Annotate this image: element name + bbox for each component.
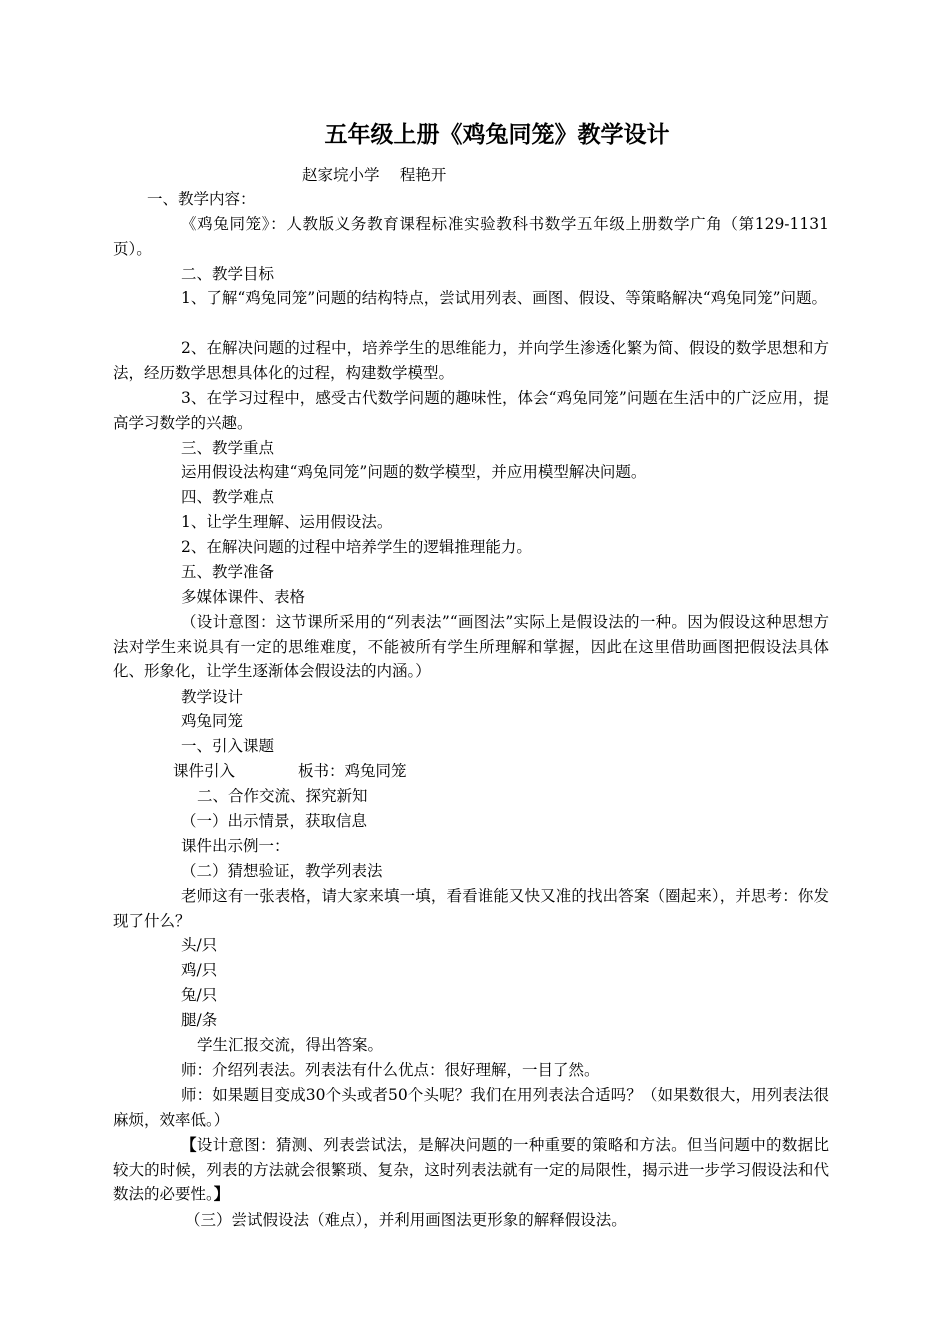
step-1-heading: 一、引入课题 <box>181 737 275 755</box>
section-heading-goals: 二、教学目标 <box>181 265 275 283</box>
section-heading-difficulty: 四、教学难点 <box>181 488 275 506</box>
author-line: 赵家垸小学 程艳开 <box>302 166 447 184</box>
paragraph-goal-3 <box>113 386 829 435</box>
step-2-heading: 二、合作交流、探究新知 <box>197 787 368 805</box>
intent-text: 设计意图：猜测、列表尝试法，是解决问题的一种重要的策略和方法。但当问题中的数据比较大的时候，列表的方法就会很繁琐、复杂，这时列表法就有一定的局限性，揭示进一步学习假设法和代数法的必要性。 <box>113 1136 829 1204</box>
example-text: 课件出示例一： <box>181 837 290 855</box>
section-heading-key-point: 三、教学重点 <box>181 439 275 457</box>
teacher-intro-table: 师：介绍列表法。列表法有什么优点：很好理解，一目了然。 <box>181 1061 600 1079</box>
section-heading-content: 一、教学内容： <box>147 190 256 208</box>
paragraph-goal-2 <box>113 336 829 385</box>
section-heading-preparation: 五、教学准备 <box>181 563 275 581</box>
table-row-label-legs: 腿/条 <box>181 1011 218 1029</box>
document-title: 五年级上册《鸡兔同笼》教学设计 <box>324 121 670 148</box>
paragraph-teacher-question <box>113 1083 829 1132</box>
paragraph-text: 1、了解“鸡兔同笼”问题的结构特点，尝试用列表、画图、假设、等策略解决“鸡兔同笼”问题。 <box>181 289 828 307</box>
topic-heading: 鸡兔同笼 <box>181 712 244 730</box>
substep-3: （三）尝试假设法（难点），并利用画图法更形象的解释假设法。 <box>185 1211 627 1229</box>
bracket-open: 【 <box>181 1135 197 1154</box>
paragraph-text <box>113 1133 829 1207</box>
courseware-intro: 课件引入 <box>173 762 236 780</box>
board-writing: 板书：鸡兔同笼 <box>298 762 407 780</box>
paragraph-text: （设计意图：这节课所采用的“列表法”“画图法”实际上是假设法的一种。因为假设这种思想方法对学生来说具有一定的思维难度，不能被所有学生所理解和掌握，因此在这里借助画图把假设法具体化、形象化，让学生逐渐体会假设法的内涵。） <box>113 613 829 681</box>
design-intent-2 <box>113 1133 829 1207</box>
design-heading: 教学设计 <box>181 688 244 706</box>
substep-1: （一）出示情景，获取信息 <box>181 812 368 830</box>
preparation-text: 多媒体课件、表格 <box>181 588 306 606</box>
paragraph-teacher-table <box>113 884 829 933</box>
paragraph-goal-1 <box>113 286 829 311</box>
table-row-label-rabbits: 兔/只 <box>181 986 218 1004</box>
paragraph-text: 师：如果题目变成30个头或者50个头呢？我们在用列表法合适吗？（如果数很大，用列表法很麻烦，效率低。） <box>113 1086 829 1129</box>
bracket-close: 】 <box>213 1184 230 1204</box>
student-report: 学生汇报交流，得出答案。 <box>197 1036 384 1054</box>
table-row-label-heads: 头/只 <box>181 936 218 954</box>
table-row-label-chickens: 鸡/只 <box>181 961 218 979</box>
paragraph-text: 老师这有一张表格，请大家来填一填，看看谁能又快又准的找出答案（圈起来），并思考：你发现了什么？ <box>113 887 829 930</box>
key-point-text: 运用假设法构建“鸡兔同笼”问题的数学模型，并应用模型解决问题。 <box>181 463 647 481</box>
paragraph-text: 《鸡兔同笼》：人教版义务教育课程标准实验教科书数学五年级上册数学广角（第129-1131页）。 <box>113 215 829 258</box>
design-intent-1 <box>113 610 829 684</box>
substep-2: （二）猜想验证，教学列表法 <box>181 862 383 880</box>
paragraph-text: 2、在解决问题的过程中，培养学生的思维能力，并向学生渗透化繁为简、假设的数学思想和方法，经历数学思想具体化的过程，构建数学模型。 <box>113 339 829 382</box>
paragraph-content <box>113 212 829 261</box>
difficulty-1: 1、让学生理解、运用假设法。 <box>181 513 393 531</box>
difficulty-2: 2、在解决问题的过程中培养学生的逻辑推理能力。 <box>181 538 532 556</box>
paragraph-text: 3、在学习过程中，感受古代数学问题的趣味性，体会“鸡兔同笼”问题在生活中的广泛应用，提高学习数学的兴趣。 <box>113 389 829 432</box>
